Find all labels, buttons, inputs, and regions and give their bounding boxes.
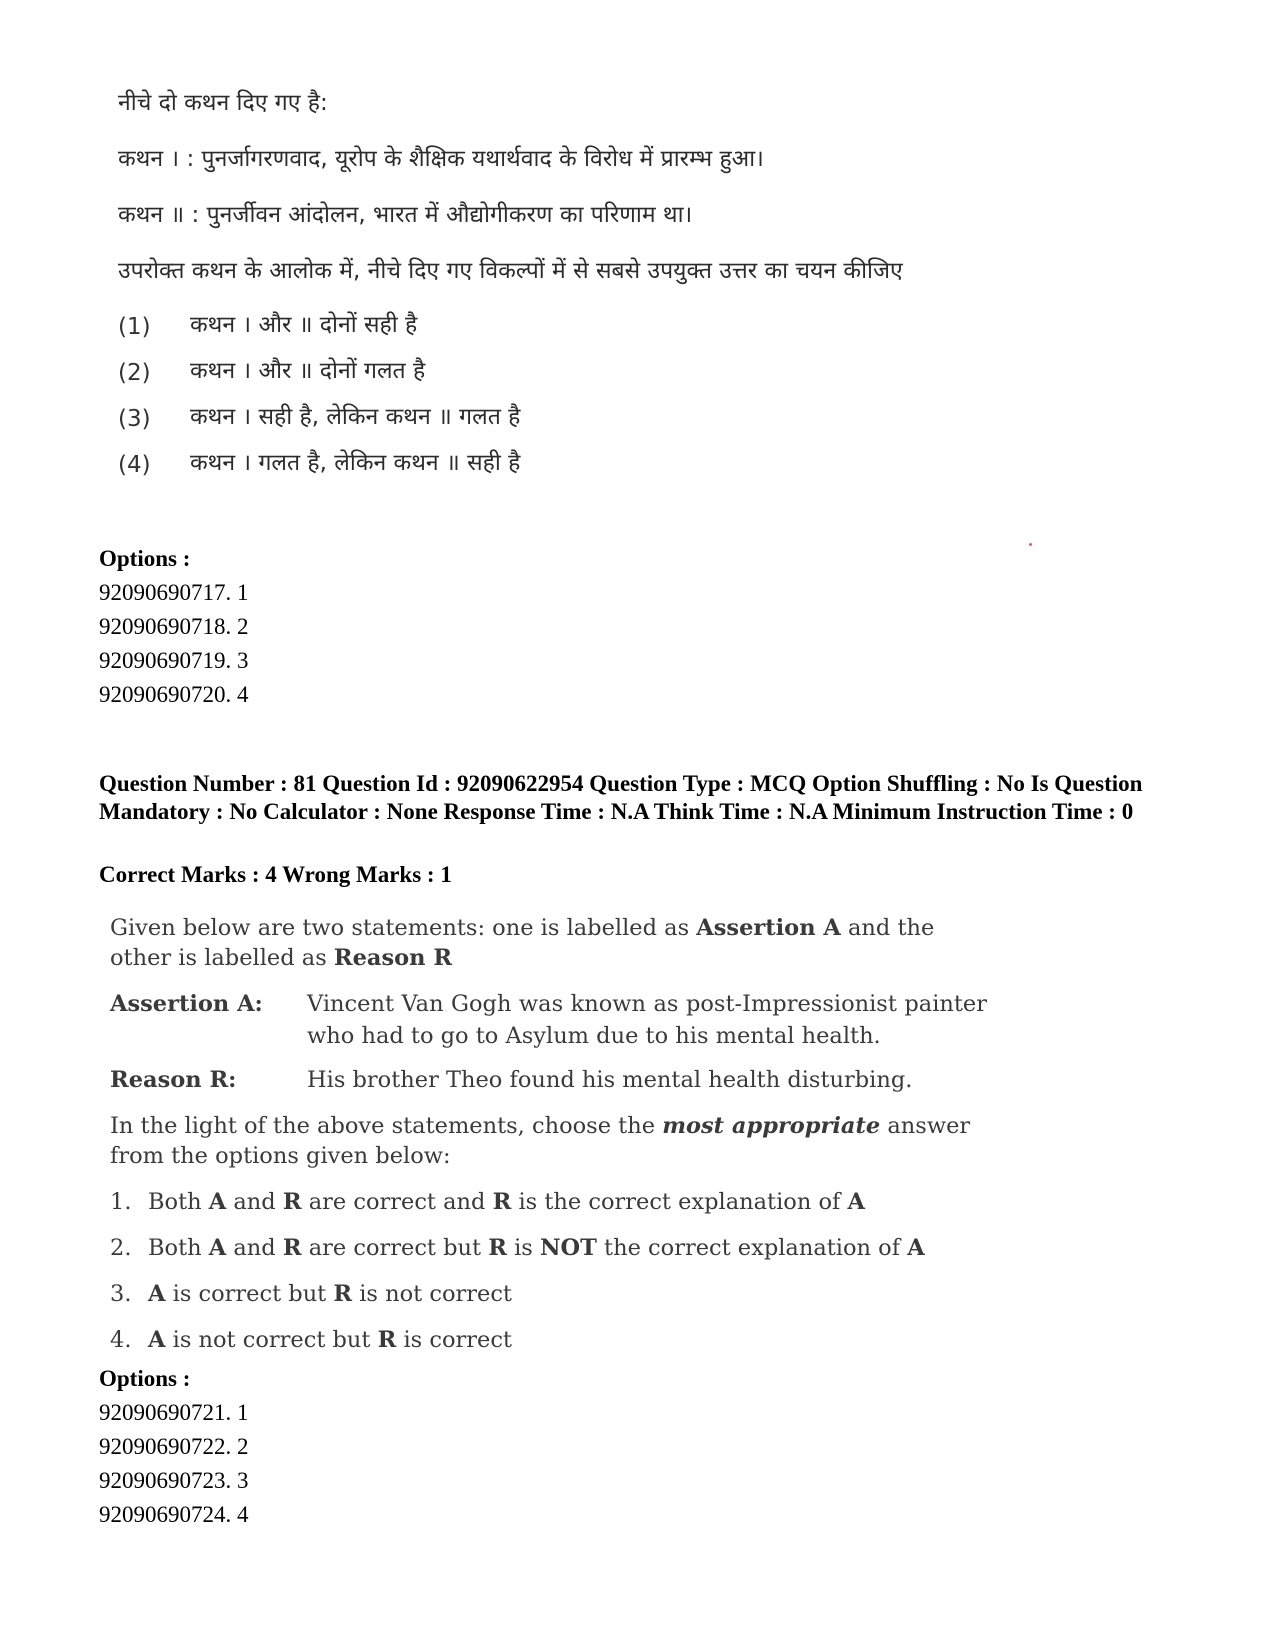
question-marks: Correct Marks : 4 Wrong Marks : 1 — [99, 862, 452, 887]
eng-choice-text: Both A and R are correct and R is the correct explanation of A — [148, 1189, 865, 1215]
eng-light-line-1 — [110, 1110, 970, 1142]
eng-choice-number: 2. — [110, 1235, 132, 1261]
hindi-choice-text: कथन । और ॥ दोनों सही है — [190, 312, 418, 338]
options-list-1 — [99, 542, 249, 712]
option-item: 92090690718. 2 — [99, 614, 249, 639]
hindi-instruction: उपरोक्त कथन के आलोक में, नीचे दिए गए विकल्पों में से सबसे उपयुक्त उत्तर का चयन कीजिए — [118, 258, 903, 284]
eng-light-a: In the light of the above statements, choose the — [110, 1113, 663, 1139]
assertion-text: Vincent Van Gogh was known as post-Impressionist painter who had to go to Asylum due to his mental health. — [307, 991, 987, 1049]
eng-choice-number: 3. — [110, 1281, 132, 1307]
option-item: 92090690719. 3 — [99, 648, 249, 673]
eng-intro-line-1 — [110, 912, 934, 944]
options-list-2 — [99, 1362, 249, 1532]
eng-intro-reason: Reason R — [333, 945, 453, 971]
eng-choice-number: 1. — [110, 1189, 132, 1215]
hindi-choice-number: (2) — [118, 360, 151, 386]
option-item: 92090690717. 1 — [99, 580, 249, 605]
eng-choice-text: A is correct but R is not correct — [148, 1281, 512, 1307]
eng-light-line-2: from the options given below: — [110, 1143, 451, 1169]
eng-intro-b: and the — [840, 915, 935, 941]
eng-light-emphasis: most appropriate — [662, 1113, 881, 1139]
option-item: 92090690722. 2 — [99, 1434, 249, 1459]
option-item: 92090690721. 1 — [99, 1400, 249, 1425]
assertion-label: Assertion A: — [110, 991, 263, 1017]
reason-label: Reason R: — [110, 1067, 237, 1093]
reason-text: His brother Theo found his mental health disturbing. — [307, 1067, 913, 1093]
eng-choice-text: Both A and R are correct but R is NOT the correct explanation of A — [148, 1235, 925, 1261]
option-item: 92090690724. 4 — [99, 1502, 249, 1527]
hindi-choice-text: कथन । गलत है, लेकिन कथन ॥ सही है — [190, 450, 521, 476]
hindi-intro: नीचे दो कथन दिए गए है: — [118, 90, 328, 116]
eng-light-b: answer — [880, 1113, 971, 1139]
hindi-statement-2: कथन ॥ : पुनर्जीवन आंदोलन, भारत में औद्योगीकरण का परिणाम था। — [118, 202, 693, 228]
eng-intro-a: Given below are two statements: one is labelled as — [110, 915, 697, 941]
eng-choice-number: 4. — [110, 1327, 132, 1353]
hindi-statement-1: कथन । : पुनर्जागरणवाद, यूरोप के शैक्षिक यथार्थवाद के विरोध में प्रारम्भ हुआ। — [118, 146, 764, 172]
scan-speck — [1029, 543, 1032, 546]
eng-intro-c: other is labelled as — [110, 945, 334, 971]
option-item: 92090690720. 4 — [99, 682, 249, 707]
hindi-choice-number: (4) — [118, 452, 151, 478]
eng-intro-line-2 — [110, 942, 452, 974]
hindi-choice-text: कथन । और ॥ दोनों गलत है — [190, 358, 426, 384]
hindi-choice-text: कथन । सही है, लेकिन कथन ॥ गलत है — [190, 404, 521, 430]
options-heading: Options : — [99, 546, 191, 571]
options-heading: Options : — [99, 1366, 191, 1391]
eng-choice-text: A is not correct but R is correct — [148, 1327, 512, 1353]
hindi-choice-number: (1) — [118, 314, 151, 340]
option-item: 92090690723. 3 — [99, 1468, 249, 1493]
hindi-choice-number: (3) — [118, 406, 151, 432]
question-meta: Question Number : 81 Question Id : 92090622954 Question Type : MCQ Option Shuffling : No Is Question Mandatory : No Calculator : None Response Time : N.A Think Time : N.A Minimum Instruction Time : 0 — [99, 771, 1143, 824]
eng-intro-assertion: Assertion A — [696, 915, 841, 941]
